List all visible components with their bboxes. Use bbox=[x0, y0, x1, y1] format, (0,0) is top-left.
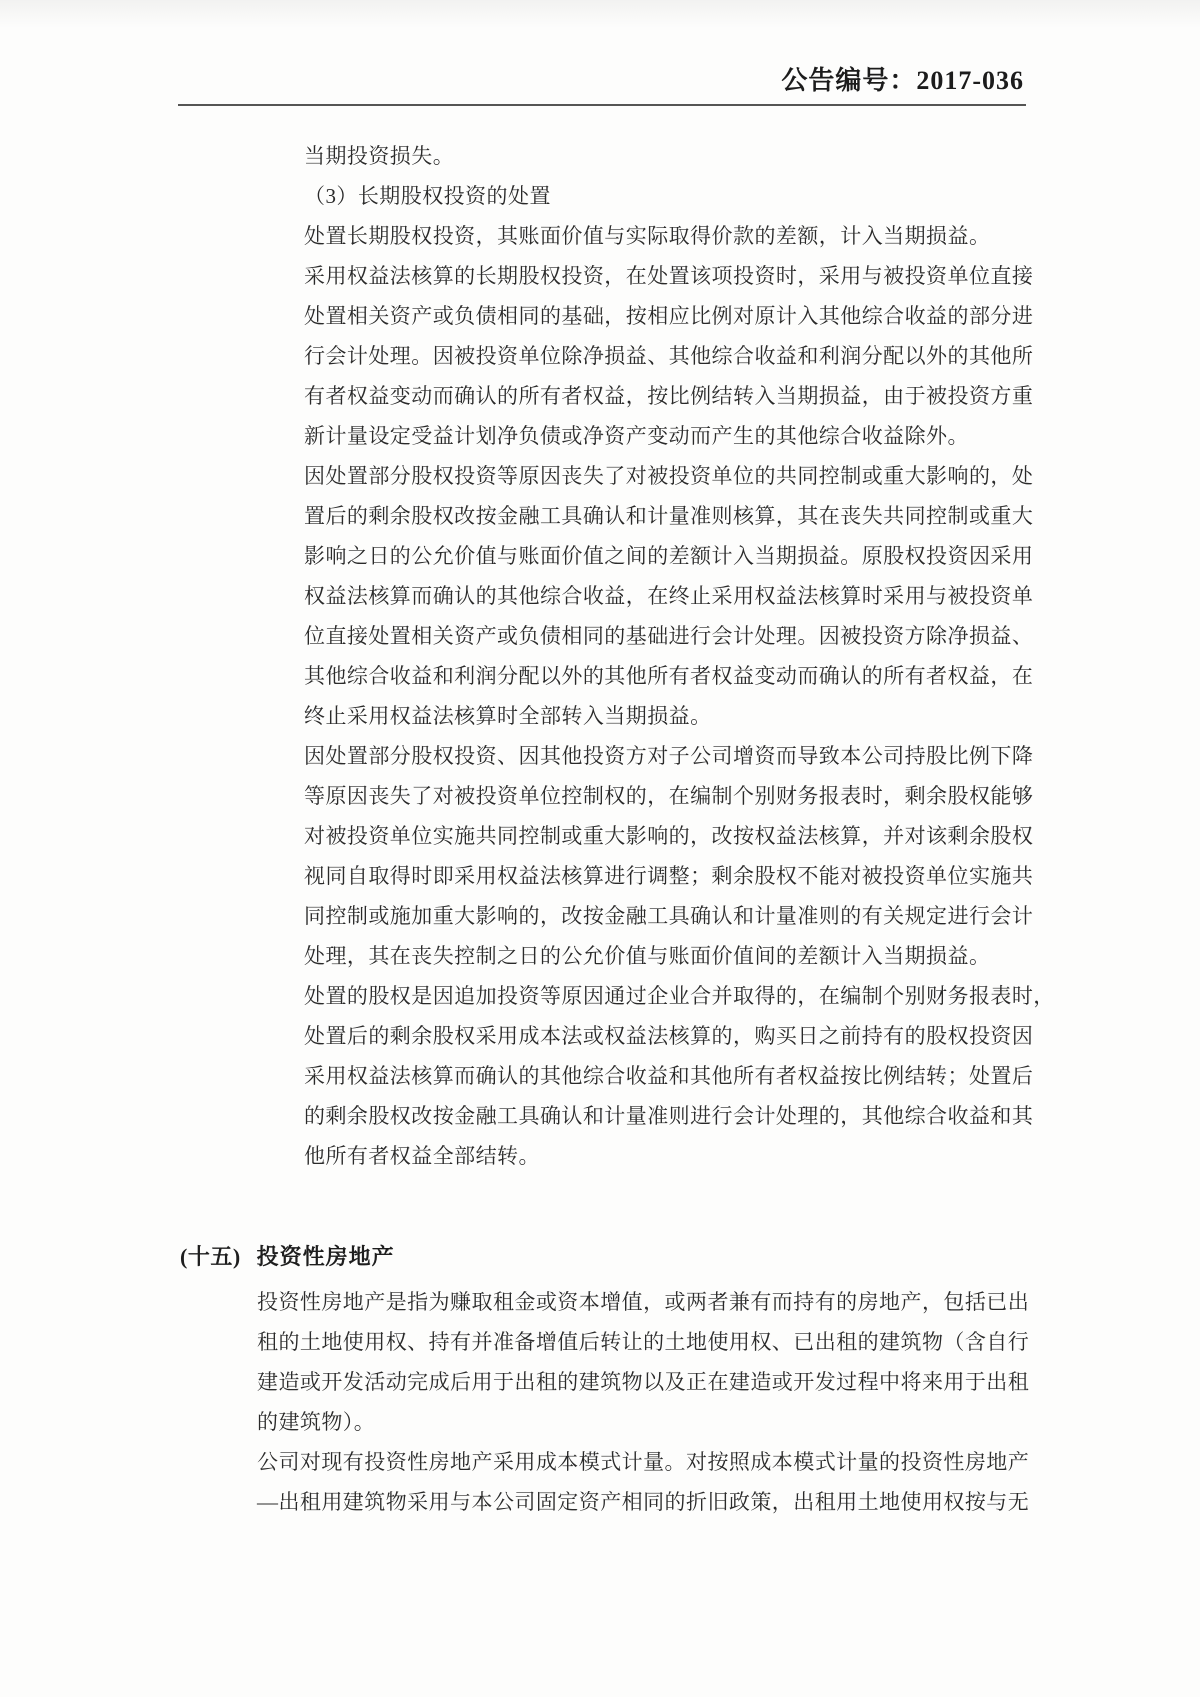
text-line: 权益法核算而确认的其他综合收益，在终止采用权益法核算时采用与被投资单 bbox=[304, 584, 1034, 608]
text-line: 他所有者权益全部结转。 bbox=[304, 1144, 540, 1168]
text-line: 影响之日的公允价值与账面价值之间的差额计入当期损益。原股权投资因采用 bbox=[304, 544, 1034, 568]
text-line: （3）长期股权投资的处置 bbox=[304, 184, 551, 208]
header-divider bbox=[178, 104, 1026, 106]
text-line: —出租用建筑物采用与本公司固定资产相同的折旧政策，出租用土地使用权按与无 bbox=[257, 1490, 1030, 1514]
text-line: 建造或开发活动完成后用于出租的建筑物以及正在建造或开发过程中将来用于出租 bbox=[257, 1370, 1030, 1394]
section-number: (十五) bbox=[180, 1244, 241, 1269]
text-line: 同控制或施加重大影响的，改按金融工具确认和计量准则的有关规定进行会计 bbox=[304, 904, 1034, 928]
section-15-heading bbox=[180, 1240, 395, 1271]
text-line: 处置后的剩余股权采用成本法或权益法核算的，购买日之前持有的股权投资因 bbox=[304, 1024, 1034, 1048]
text-line: 采用权益法核算的长期股权投资，在处置该项投资时，采用与被投资单位直接 bbox=[304, 264, 1034, 288]
text-line: 其他综合收益和利润分配以外的其他所有者权益变动而确认的所有者权益，在 bbox=[304, 664, 1034, 688]
text-line: 有者权益变动而确认的所有者权益，按比例结转入当期损益，由于被投资方重 bbox=[304, 384, 1034, 408]
text-line: 因处置部分股权投资等原因丧失了对被投资单位的共同控制或重大影响的，处 bbox=[304, 464, 1034, 488]
text-line: 租的土地使用权、持有并准备增值后转让的土地使用权、已出租的建筑物（含自行 bbox=[257, 1330, 1030, 1354]
text-line: 对被投资单位实施共同控制或重大影响的，改按权益法核算，并对该剩余股权 bbox=[304, 824, 1034, 848]
text-line: 采用权益法核算而确认的其他综合收益和其他所有者权益按比例结转；处置后 bbox=[304, 1064, 1034, 1088]
text-line: 投资性房地产是指为赚取租金或资本增值，或两者兼有而持有的房地产，包括已出 bbox=[257, 1290, 1030, 1314]
text-line: 公司对现有投资性房地产采用成本模式计量。对按照成本模式计量的投资性房地产 bbox=[257, 1450, 1030, 1474]
text-line: 等原因丧失了对被投资单位控制权的，在编制个别财务报表时，剩余股权能够 bbox=[304, 784, 1034, 808]
text-line: 处置的股权是因追加投资等原因通过企业合并取得的，在编制个别财务报表时， bbox=[304, 984, 1055, 1008]
section-title: 投资性房地产 bbox=[256, 1244, 395, 1269]
text-line: 的建筑物）。 bbox=[257, 1410, 376, 1434]
text-line: 的剩余股权改按金融工具确认和计量准则进行会计处理的，其他综合收益和其 bbox=[304, 1104, 1034, 1128]
text-line: 处置相关资产或负债相同的基础，按相应比例对原计入其他综合收益的部分进 bbox=[304, 304, 1034, 328]
main-text-block bbox=[304, 136, 1055, 1176]
text-line: 新计量设定受益计划净负债或净资产变动而产生的其他综合收益除外。 bbox=[304, 424, 969, 448]
announcement-number: 公告编号：2017-036 bbox=[781, 66, 1024, 95]
text-line: 行会计处理。因被投资单位除净损益、其他综合收益和利润分配以外的其他所 bbox=[304, 344, 1034, 368]
text-line: 位直接处置相关资产或负债相同的基础进行会计处理。因被投资方除净损益、 bbox=[304, 624, 1034, 648]
text-line: 处理，其在丧失控制之日的公允价值与账面价值间的差额计入当期损益。 bbox=[304, 944, 991, 968]
text-line: 终止采用权益法核算时全部转入当期损益。 bbox=[304, 704, 712, 728]
text-line: 视同自取得时即采用权益法核算进行调整；剩余股权不能对被投资单位实施共 bbox=[304, 864, 1034, 888]
text-line: 处置长期股权投资，其账面价值与实际取得价款的差额，计入当期损益。 bbox=[304, 224, 991, 248]
section-15-text-block bbox=[257, 1282, 1047, 1522]
text-line: 置后的剩余股权改按金融工具确认和计量准则核算，其在丧失共同控制或重大 bbox=[304, 504, 1034, 528]
text-line: 当期投资损失。 bbox=[304, 144, 455, 168]
text-line: 因处置部分股权投资、因其他投资方对子公司增资而导致本公司持股比例下降 bbox=[304, 744, 1034, 768]
